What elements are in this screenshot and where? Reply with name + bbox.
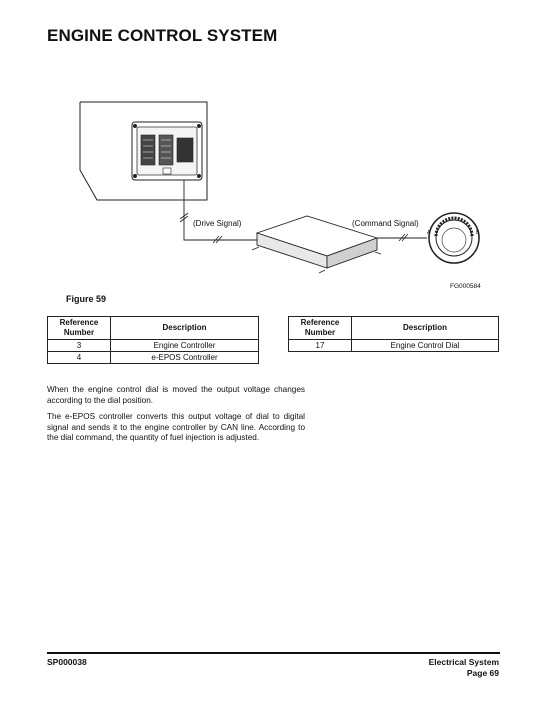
column-header-reference: Reference Number <box>289 317 352 340</box>
reference-table-right <box>288 316 499 352</box>
reference-table-left <box>47 316 259 364</box>
footer-divider <box>47 652 500 654</box>
body-paragraph: The e-EPOS controller converts this output voltage of dial to digital signal and sends it to the engine controller by CAN line. According to the dial command, the quantity of fuel injection is adjusted. <box>47 412 305 442</box>
engine-control-dial-icon <box>429 213 479 263</box>
command-signal-label: (Command Signal) <box>352 219 419 228</box>
figure-code: FG000584 <box>450 283 481 290</box>
description: e-EPOS Controller <box>111 352 259 364</box>
column-header-reference: Reference Number <box>48 317 111 340</box>
description: Engine Control Dial <box>352 340 499 352</box>
dial-marker-a: A <box>427 230 431 236</box>
table-row <box>48 352 259 364</box>
description: Engine Controller <box>111 340 259 352</box>
footer-page-info <box>429 657 499 678</box>
drive-signal-label: (Drive Signal) <box>193 219 242 228</box>
footer-page-number: Page 69 <box>466 667 499 678</box>
engine-controller-icon <box>132 122 202 180</box>
reference-number: 17 <box>289 340 352 352</box>
dial-marker-b: B <box>476 230 480 236</box>
reference-number: 3 <box>48 340 111 352</box>
reference-number: 4 <box>48 352 111 364</box>
drive-signal-wire <box>184 180 260 240</box>
column-header-description: Description <box>111 317 259 340</box>
e-epos-controller-icon <box>252 216 381 300</box>
table-row <box>289 340 499 352</box>
figure-caption: Figure 59 <box>66 294 107 304</box>
body-paragraph: When the engine control dial is moved the output voltage changes according to the dial position. <box>47 385 305 405</box>
page-title: ENGINE CONTROL SYSTEM <box>47 26 278 45</box>
table-row <box>48 340 259 352</box>
engine-control-diagram <box>47 0 507 300</box>
footer-doc-code: SP000038 <box>47 657 87 667</box>
column-header-description: Description <box>352 317 499 340</box>
footer-section: Electrical System <box>428 657 499 667</box>
